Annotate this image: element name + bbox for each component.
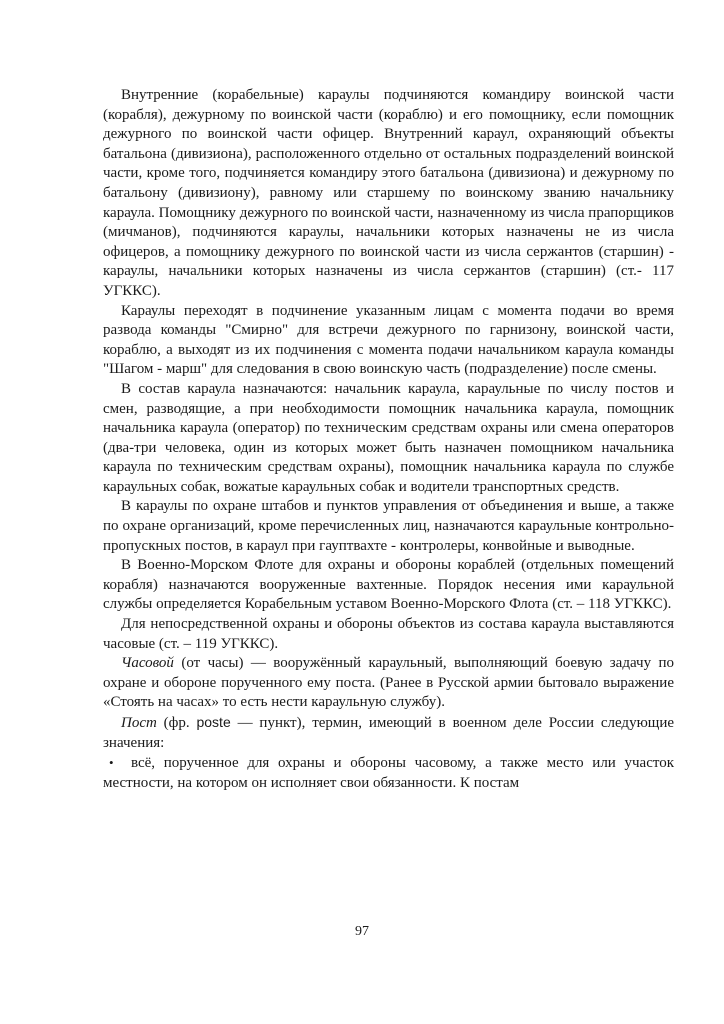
paragraph-definition-chasovoy (103, 654, 674, 713)
definition-post-before: (фр. (156, 715, 197, 731)
bullet-icon: • (109, 755, 114, 771)
paragraph-headquarters-guards: В караулы по охране штабов и пунктов управления от объединения и выше, а также по охране организаций, кроме перечисленных лиц, назначаются караульные контрольно-пропускных постов, в караул при гауптвахте - контролеры, конвойные и выводные. (103, 498, 674, 554)
definition-post-after: — пункт), термин, имеющий в военном деле России следующие значения: (103, 715, 675, 751)
paragraph-definition-post (103, 713, 674, 753)
document-body (103, 86, 674, 793)
term-post: Пост (121, 715, 157, 731)
paragraph-subordination-internal: Внутренние (корабельные) караулы подчиняются командиру воинской части (корабля), дежурному по воинской части (кораблю) и его помощнику, если помощник дежурного по воинской части офицер. Внутренний караул, охраняющий объекты батальона (дивизиона), расположенного отдельно от остальных подразделений воинской части, кроме того, подчиняется командиру этого батальона (дивизиона) и дежурному по батальону (дивизиону), равному или старшему по воинскому званию начальнику караула. Помощнику дежурного по воинской части, назначенному из числа прапорщиков (мичманов), подчиняются караулы, начальники которых назначены не из числа офицеров, а помощнику дежурного по воинской части из числа сержантов (старшин) - караулы, начальники которых назначены из числа сержантов (старшин) (ст.- 117 УГККС). (103, 87, 674, 299)
paragraph-navy-watch: В Военно-Морском Флоте для охраны и обороны кораблей (отдельных помещений корабля) назначаются вооруженные вахтенные. Порядок несения ими караульной службы определяется Корабельным уставом Военно-Морского Флота (ст. – 118 УГККС). (103, 557, 674, 613)
page-number: 97 (355, 924, 369, 939)
paragraph-guard-composition: В состав караула назначаются: начальник караула, караульные по числу постов и смен, разводящие, а при необходимости помощник начальника караула, помощник начальника караула (оператор) по техническим средствам охраны или смена операторов (два-три человека, один из которых может быть назначен помощником начальника караула по техническим средствам охраны), помощник начальника караула по службе караульных собак, вожатые караульных собак и водители транспортных средств. (103, 380, 674, 495)
paragraph-sentries: Для непосредственной охраны и обороны объектов из состава караула выставляются часовые (ст. – 119 УГККС). (103, 616, 674, 652)
list-item-text: всё, порученное для охраны и обороны часовому, а также место или участок местности, на котором он исполняет свои обязанности. К постам (103, 755, 674, 791)
term-chasovoy: Часовой (121, 655, 174, 672)
definition-post-foreign: poste (196, 714, 231, 730)
definition-chasovoy-text: (от часы) — вооружённый караульный, выполняющий боевую задачу по охране и обороне порученного ему поста. (Ранее в Русской армии бытовало выражение «Стоять на часах» то есть нести караульную службу). (103, 655, 674, 711)
paragraph-subordination-transfer: Караулы переходят в подчинение указанным лицам с момента подачи во время развода команды "Смирно" для встречи дежурного по гарнизону, воинской части, кораблю, а выходят из их подчинения с момента подачи начальником караула команды "Шагом - марш" для следования в свою воинскую часть (подразделение) после смены. (103, 302, 674, 378)
list-item (103, 753, 674, 793)
